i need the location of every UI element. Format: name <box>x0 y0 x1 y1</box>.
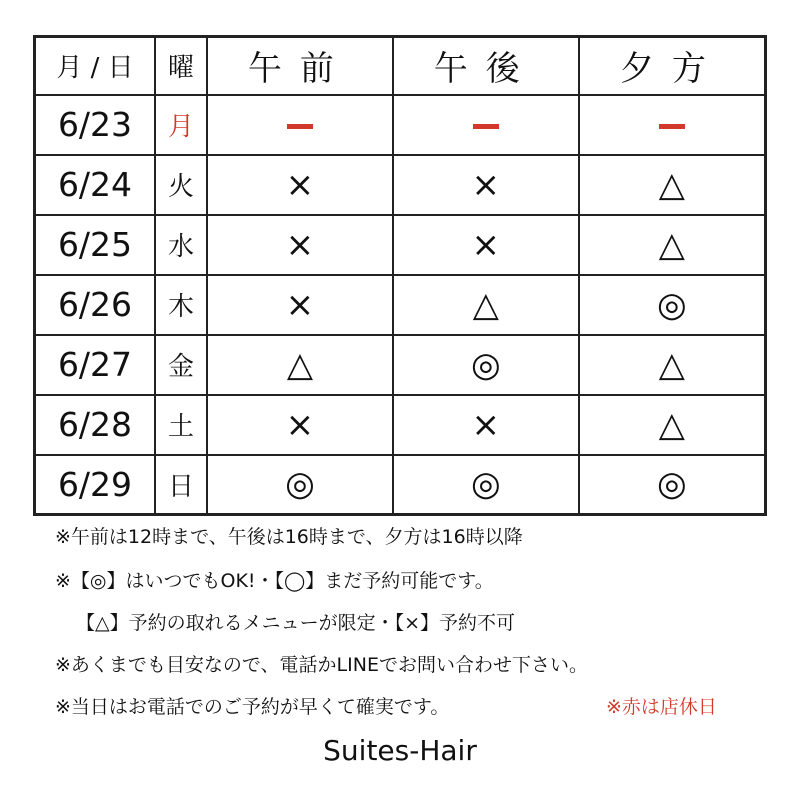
morning-status-cell: △ <box>207 335 393 395</box>
afternoon-status-cell: ◎ <box>393 335 579 395</box>
evening-status-cell: △ <box>579 155 766 215</box>
date-cell: 6/23 <box>35 95 156 155</box>
table-row <box>35 155 766 215</box>
table-row <box>35 215 766 275</box>
day-of-week-cell: 日 <box>155 455 207 515</box>
closed-dash-icon <box>659 124 685 129</box>
day-of-week-cell: 水 <box>155 215 207 275</box>
table-row <box>35 275 766 335</box>
day-of-week-cell: 木 <box>155 275 207 335</box>
morning-status-cell: × <box>207 155 393 215</box>
evening-status-cell: △ <box>579 335 766 395</box>
date-cell: 6/26 <box>35 275 156 335</box>
date-cell: 6/25 <box>35 215 156 275</box>
date-cell: 6/28 <box>35 395 156 455</box>
date-cell: 6/27 <box>35 335 156 395</box>
day-of-week-cell: 土 <box>155 395 207 455</box>
closed-dash-icon <box>287 124 313 129</box>
evening-status-cell: △ <box>579 215 766 275</box>
note-closed-day: ※赤は店休日 <box>606 696 717 718</box>
header-morning: 午前 <box>207 37 393 95</box>
note-estimate: ※あくまでも目安なので、電話かLINEでお問い合わせ下さい。 <box>55 654 588 676</box>
evening-closed-cell <box>579 95 766 155</box>
evening-status-cell: ◎ <box>579 275 766 335</box>
day-of-week-cell: 月 <box>155 95 207 155</box>
note-legend-available: ※【◎】はいつでもOK!・【◯】まだ予約可能です。 <box>55 570 494 592</box>
note-time-slots: ※午前は12時まで、午後は16時まで、夕方は16時以降 <box>55 526 523 548</box>
header-date: 月 / 日 <box>35 37 156 95</box>
header-day-of-week: 曜 <box>155 37 207 95</box>
afternoon-status-cell: × <box>393 395 579 455</box>
header-evening: 夕方 <box>579 37 766 95</box>
table-body <box>35 95 766 515</box>
brand-name: Suites-Hair <box>323 734 477 767</box>
morning-status-cell: × <box>207 275 393 335</box>
evening-status-cell: ◎ <box>579 455 766 515</box>
day-of-week-cell: 火 <box>155 155 207 215</box>
morning-status-cell: ◎ <box>207 455 393 515</box>
morning-status-cell: × <box>207 215 393 275</box>
morning-closed-cell <box>207 95 393 155</box>
afternoon-status-cell: × <box>393 215 579 275</box>
header-afternoon: 午後 <box>393 37 579 95</box>
date-cell: 6/24 <box>35 155 156 215</box>
afternoon-status-cell: △ <box>393 275 579 335</box>
afternoon-closed-cell <box>393 95 579 155</box>
day-of-week-cell: 金 <box>155 335 207 395</box>
table-row <box>35 335 766 395</box>
evening-status-cell: △ <box>579 395 766 455</box>
table-header-row <box>35 37 766 95</box>
afternoon-status-cell: ◎ <box>393 455 579 515</box>
table-row <box>35 395 766 455</box>
availability-table <box>33 35 767 516</box>
date-cell: 6/29 <box>35 455 156 515</box>
afternoon-status-cell: × <box>393 155 579 215</box>
note-legend-limited: 【△】予約の取れるメニューが限定・【×】予約不可 <box>76 612 516 634</box>
morning-status-cell: × <box>207 395 393 455</box>
closed-dash-icon <box>473 124 499 129</box>
note-same-day: ※当日はお電話でのご予約が早くて確実です。 <box>55 696 450 718</box>
table-row <box>35 455 766 515</box>
table-row <box>35 95 766 155</box>
